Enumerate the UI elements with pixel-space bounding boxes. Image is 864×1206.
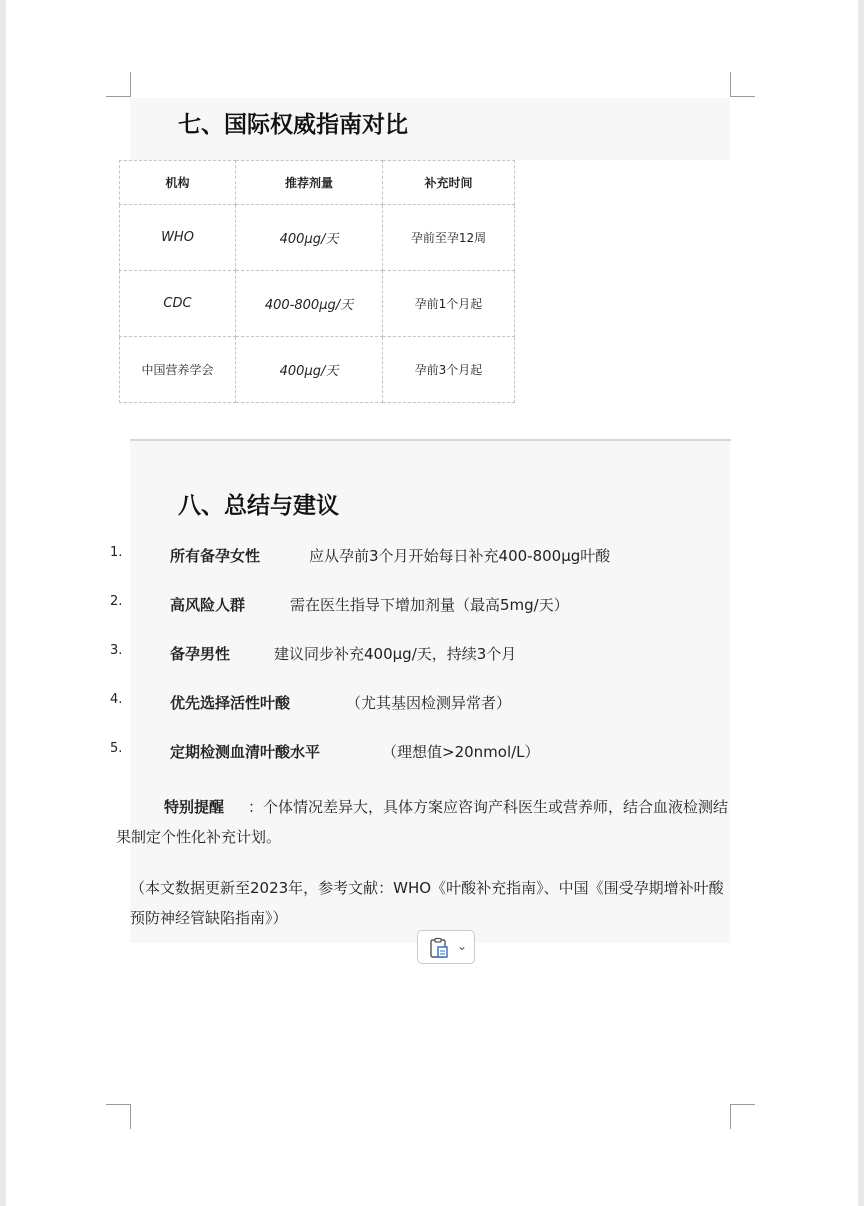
section7-heading: 七、国际权威指南对比: [178, 111, 408, 138]
paste-options-button[interactable]: [417, 930, 475, 964]
table-cell: 400-800μg/天: [236, 271, 383, 337]
table-cell: 孕前3个月起: [383, 337, 515, 403]
crop-mark-top-right: [730, 72, 755, 97]
section8-heading: 八、总结与建议: [178, 492, 339, 519]
table-row: [120, 271, 515, 337]
special-reminder-paragraph: [116, 792, 734, 852]
table-row: [120, 337, 515, 403]
list-item-key: 定期检测血清叶酸水平: [170, 743, 321, 761]
table-header-cell: 推荐剂量: [236, 161, 383, 205]
list-item-number: 5.: [110, 741, 123, 756]
window-edge-right: [858, 0, 864, 1206]
table-cell: 孕前1个月起: [383, 271, 515, 337]
guideline-comparison-table: [119, 160, 515, 403]
table-header-cell: 机构: [120, 161, 236, 205]
reference-note: （本文数据更新至2023年，参考文献：WHO《叶酸补充指南》、中国《围受孕期增补叶酸预防神经管缺陷指南》）: [130, 879, 724, 927]
list-item-value: 应从孕前3个月开始每日补充400-800μg叶酸: [309, 547, 611, 565]
list-item-value: 建议同步补充400μg/天，持续3个月: [274, 645, 517, 663]
list-item-key: 所有备孕女性: [170, 547, 261, 565]
list-item-number: 3.: [110, 643, 123, 658]
crop-mark-top-left: [106, 72, 131, 97]
crop-mark-bottom-right: [730, 1104, 755, 1129]
table-cell: 孕前至孕12周: [383, 205, 515, 271]
list-item-key: 备孕男性: [170, 645, 231, 663]
list-item-key: 高风险人群: [170, 596, 246, 614]
chevron-down-icon: ⌄: [457, 939, 468, 953]
clipboard-icon: [428, 937, 450, 959]
list-item-number: 1.: [110, 545, 123, 560]
list-item-key: 优先选择活性叶酸: [170, 694, 291, 712]
crop-mark-bottom-left: [106, 1104, 131, 1129]
horizontal-rule: [130, 439, 731, 441]
table-header-cell: 补充时间: [383, 161, 515, 205]
reminder-label: 特别提醒: [164, 798, 225, 816]
table-cell: 400μg/天: [236, 205, 383, 271]
table-cell: WHO: [120, 205, 236, 271]
list-item-number: 2.: [110, 594, 123, 609]
list-item-number: 4.: [110, 692, 123, 707]
table-cell: 400μg/天: [236, 337, 383, 403]
list-item-value: （尤其基因检测异常者）: [346, 694, 512, 712]
table-row: [120, 205, 515, 271]
table-header-row: [120, 161, 515, 205]
list-item-value: （理想值>20nmol/L）: [382, 743, 540, 761]
table-cell: CDC: [120, 271, 236, 337]
table-cell: 中国营养学会: [120, 337, 236, 403]
list-item-value: 需在医生指导下增加剂量（最高5mg/天）: [290, 596, 569, 614]
reminder-text: ：个体情况差异大，具体方案应咨询产科医生或营养师，结合血液检测结果制定个性化补充计划。: [116, 798, 729, 846]
